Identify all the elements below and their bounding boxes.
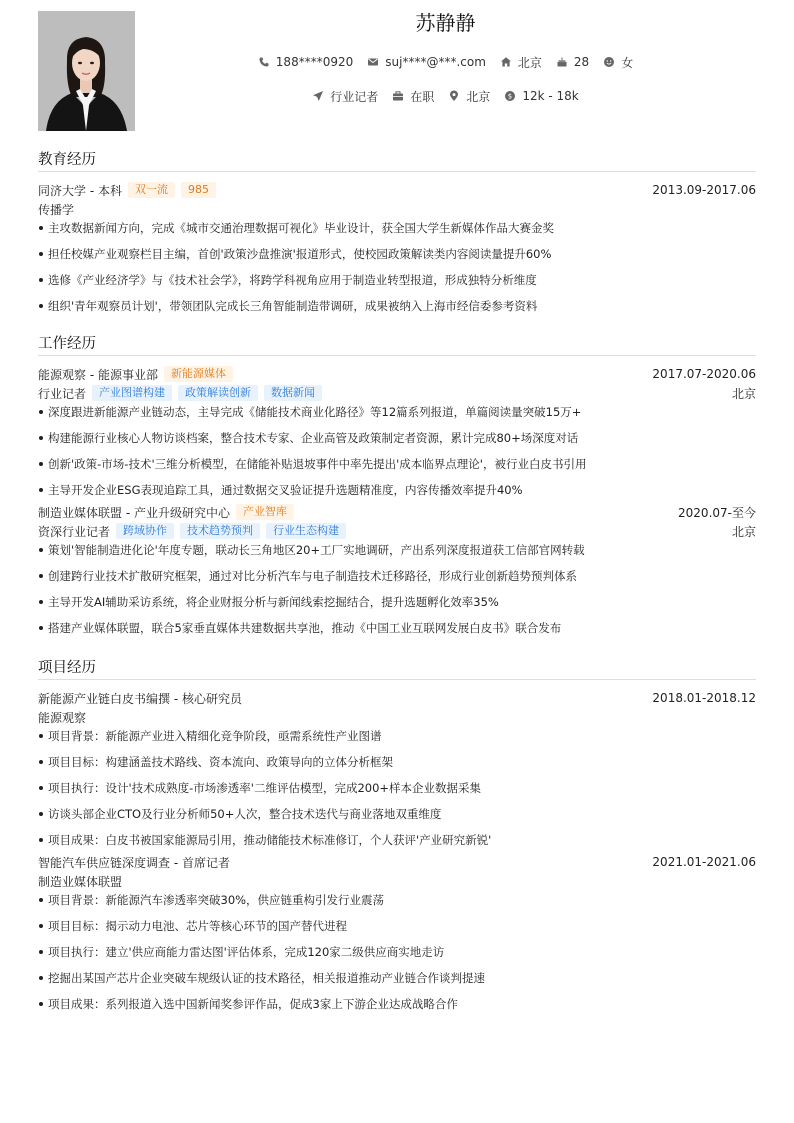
bullet-item: 项目成果：系列报道入选中国新闻奖参评作品，促成3家上下游企业达成战略合作 [38,996,756,1022]
bullet-item: 主导开发AI辅助采访系统，将企业财报分析与新闻线索挖掘结合，提升选题孵化效率35% [38,594,756,620]
project-date: 2021.01-2021.06 [652,855,756,869]
bullet-item: 主攻数据新闻方向，完成《城市交通治理数据可视化》毕业设计，获全国大学生新媒体作品大赛金奖 [38,220,756,246]
education-title: 教育经历 [38,150,756,172]
school-tag: 双一流 [128,182,175,198]
work-section [38,334,756,646]
status-text: 在职 [410,89,435,104]
work-entry [38,502,756,646]
bullet-item: 项目背景：新能源产业进入精细化竞争阶段，亟需系统性产业图谱 [38,728,756,754]
smile-icon [603,56,615,68]
phone-item [258,55,353,69]
education-sub [38,200,756,218]
project-head [38,688,756,708]
bullet-item: 构建能源行业核心人物访谈档案，整合技术专家、企业高管及政策制定者资源，累计完成80+场深度对话 [38,430,756,456]
bullet-item: 挖掘出某国产芯片企业突破车规级认证的技术路径，相关报道推动产业链合作谈判提速 [38,970,756,996]
org-tag: 新能源媒体 [164,366,233,382]
send-icon [312,90,324,102]
city-text: 北京 [517,55,542,70]
work-city: 北京 [731,524,756,539]
bullet-item: 项目执行：设计'技术成熟度-市场渗透率'二维评估模型，完成200+样本企业数据采集 [38,780,756,806]
age-item [556,55,589,69]
project-name: 智能汽车供应链深度调查 - 首席记者 [38,855,230,870]
bullet-item: 策划'智能制造进化论'年度专题，联动长三角地区20+工厂实地调研，产出系列深度报道获工信部官网转载 [38,542,756,568]
bullet-item: 项目目标：揭示动力电池、芯片等核心环节的国产替代进程 [38,918,756,944]
bullet-item: 搭建产业媒体联盟，联合5家垂直媒体共建数据共享池，推动《中国工业互联网发展白皮书》联合发布 [38,620,756,646]
city-item [500,54,542,71]
mail-icon [367,56,379,68]
bullet-item: 项目背景：新能源汽车渗透率突破30%，供应链重构引发行业震荡 [38,892,756,918]
projects-title: 项目经历 [38,658,756,680]
role-tag: 政策解读创新 [178,385,258,401]
work-date: 2017.07-2020.06 [652,367,756,381]
work-bullets [38,404,756,502]
gender-text: 女 [621,55,634,70]
role-name: 资深行业记者 [38,524,111,539]
project-entry [38,688,756,852]
role-tag: 技术趋势预判 [180,523,260,539]
project-org: 制造业媒体联盟 [38,874,123,889]
gender-item [603,54,633,71]
email-text: suj****@***.com [385,55,486,69]
education-bullets [38,220,756,324]
salary-text: 12k - 18k [522,89,579,103]
education-date: 2013.09-2017.06 [652,183,756,197]
project-name: 新能源产业链白皮书编撰 - 核心研究员 [38,691,242,706]
bullet-item: 深度跟进新能源产业链动态，主导完成《储能技术商业化路径》等12篇系列报道，单篇阅读量突破15万+ [38,404,756,430]
school-tag: 985 [181,182,216,198]
bullet-item: 主导开发企业ESG表现追踪工具，通过数据交叉验证提升选题精准度，内容传播效率提升40% [38,482,756,502]
cake-icon [556,56,568,68]
work-entry [38,364,756,502]
bullet-item: 担任校媒产业观察栏目主编，首创'政策沙盘推演'报道形式，使校园政策解读类内容阅读量提升60% [38,246,756,272]
project-org: 能源观察 [38,710,87,725]
bullet-item: 创新'政策-市场-技术'三维分析模型，在储能补贴退坡事件中率先提出'成本临界点理论'，被行业白皮书引用 [38,456,756,482]
work-sub [38,384,756,402]
work-city-text: 北京 [466,89,491,104]
job-item [312,88,378,105]
work-head [38,502,756,522]
work-city: 北京 [731,386,756,401]
role-tag: 行业生态构建 [266,523,346,539]
work-title: 工作经历 [38,334,756,356]
profile-header [135,0,756,105]
education-entry [38,180,756,324]
org-name: 制造业媒体联盟 - 产业升级研究中心 [38,505,230,520]
project-entry [38,852,756,1022]
bullet-item: 选修《产业经济学》与《技术社会学》，将跨学科视角应用于制造业转型报道，形成独特分析维度 [38,272,756,298]
bullet-item: 组织'青年观察员计划'，带领团队完成长三角智能制造带调研，成果被纳入上海市经信委参考资料 [38,298,756,324]
project-head [38,852,756,872]
bullet-item: 项目成果：白皮书被国家能源局引用，推动储能技术标准修订，个人获评'产业研究新锐' [38,832,756,852]
home-icon [500,56,512,68]
role-tag: 数据新闻 [264,385,322,401]
bullet-item: 创建跨行业技术扩散研究框架，通过对比分析汽车与电子制造技术迁移路径，形成行业创新趋势预判体系 [38,568,756,594]
phone-text: 188****0920 [275,55,354,69]
contact-row [135,53,756,71]
work-city-item [448,88,490,105]
role-tag: 跨域协作 [116,523,174,539]
projects-section [38,658,756,1022]
role-name: 行业记者 [38,386,87,401]
phone-icon [258,56,270,68]
work-sub [38,522,756,540]
age-text: 28 [573,55,590,69]
bullet-item: 项目执行：建立'供应商能力雷达图'评估体系，完成120家二级供应商实地走访 [38,944,756,970]
work-bullets [38,542,756,646]
project-sub [38,708,756,726]
project-bullets [38,892,756,1022]
job-text: 行业记者 [330,89,379,104]
coin-icon [504,90,516,102]
profile-photo [38,11,135,131]
education-head [38,180,756,200]
school-name: 同济大学 - 本科 [38,183,122,198]
briefcase-icon [392,90,404,102]
role-tag: 产业图谱构建 [92,385,172,401]
email-item [367,55,486,69]
salary-item [504,89,578,103]
work-date: 2020.07-至今 [678,505,756,520]
project-sub [38,872,756,890]
location-pin-icon [448,90,460,102]
bullet-item: 项目目标：构建涵盖技术路线、资本流向、政策导向的立体分析框架 [38,754,756,780]
intent-row [135,87,756,105]
candidate-name: 苏静静 [415,11,476,35]
education-section [38,150,756,324]
svg-text:$: $ [508,92,513,101]
project-date: 2018.01-2018.12 [652,691,756,705]
major: 传播学 [38,202,75,217]
org-tag: 产业智库 [236,504,294,520]
bullet-item: 访谈头部企业CTO及行业分析师50+人次，整合技术迭代与商业落地双重维度 [38,806,756,832]
status-item [392,88,434,105]
project-bullets [38,728,756,852]
work-head [38,364,756,384]
org-name: 能源观察 - 能源事业部 [38,367,158,382]
